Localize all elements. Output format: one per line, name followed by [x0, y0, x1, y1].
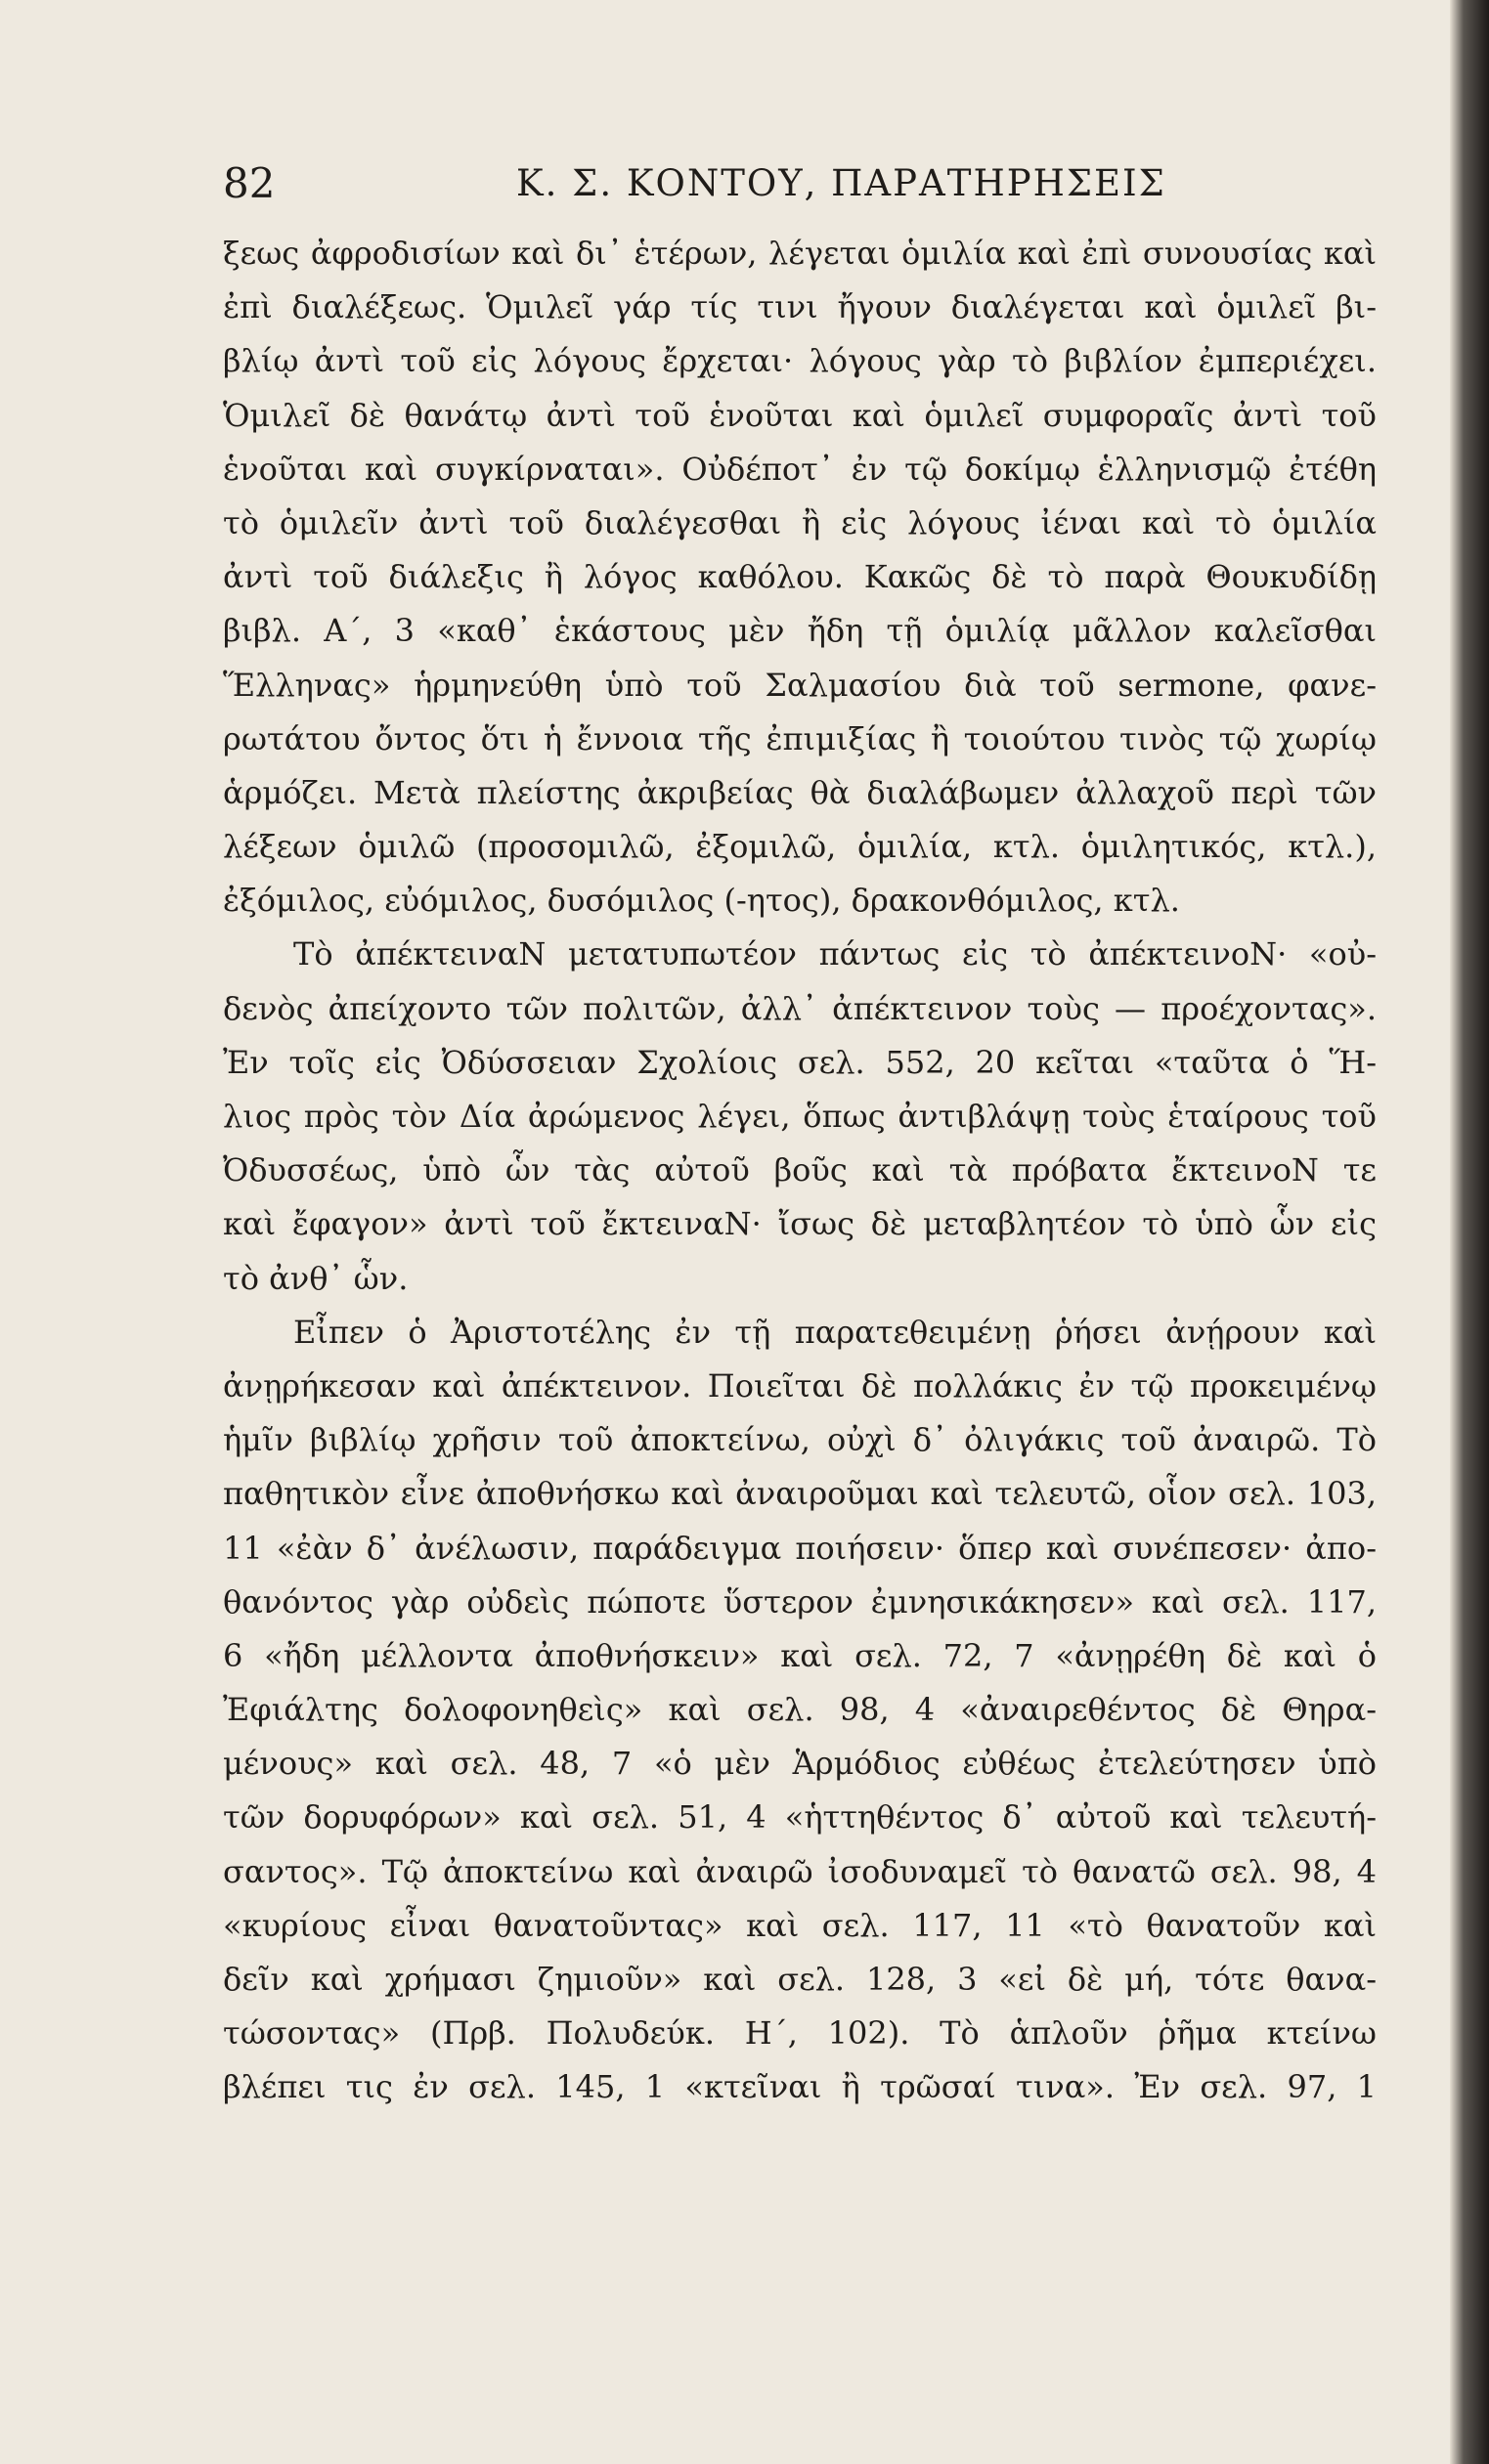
text-line: ἐπὶ διαλέξεως. Ὁμιλεῖ γάρ τίς τινι ἤγουν διαλέγεται καὶ ὁμιλεῖ βι- [223, 288, 1377, 326]
text-line: θανόντος γὰρ οὐδεὶς πώποτε ὕστερον ἐμνησικάκησεν» καὶ σελ. 117, [223, 1582, 1377, 1621]
text-line: ἡμῖν βιβλίῳ χρῆσιν τοῦ ἀποκτείνω, οὐχὶ δ᾽ ὀλιγάκις τοῦ ἀναιρῶ. Τὸ [223, 1421, 1377, 1459]
page-header [223, 154, 1377, 213]
text-line: ἑνοῦται καὶ συγκίρναται». Οὐδέποτ᾽ ἐν τῷ δοκίμῳ ἑλληνισμῷ ἐτέθη [223, 450, 1377, 488]
text-line: Εἶπεν ὁ Ἀριστοτέλης ἐν τῇ παρατεθειμένῃ ῥήσει ἀνῄρουν καὶ [293, 1313, 1377, 1351]
text-line: ρωτάτου ὄντος ὅτι ἡ ἔννοια τῆς ἐπιμιξίας ἢ τοιούτου τινὸς τῷ χωρίῳ [223, 719, 1377, 757]
text-line: τώσοντας» (Πρβ. Πολυδεύκ. Η΄, 102). Τὸ ἁπλοῦν ῥῆμα κτείνω [223, 2014, 1377, 2053]
page-edge-shadow [1450, 0, 1489, 2464]
text-line: 11 «ἐὰν δ᾽ ἀνέλωσιν, παράδειγμα ποιήσειν· ὅπερ καὶ συνέπεσεν· ἀπο- [223, 1529, 1377, 1567]
text-line: Ἕλληνας» ἡρμηνεύθη ὑπὸ τοῦ Σαλμασίου διὰ τοῦ sermone, φανε- [223, 666, 1377, 704]
text-line: τὸ ὁμιλεῖν ἀντὶ τοῦ διαλέγεσθαι ἢ εἰς λόγους ἰέναι καὶ τὸ ὁμιλία [223, 503, 1377, 541]
text-line: Ἐφιάλτης δολοφονηθεὶς» καὶ σελ. 98, 4 «ἀναιρεθέντος δὲ Θηρα- [223, 1691, 1377, 1729]
text-line: τὸ ἀνθ᾽ ὧν. [223, 1259, 409, 1297]
text-line: Ἐν τοῖς εἰς Ὀδύσσειαν Σχολίοις σελ. 552, 20 κεῖται «ταῦτα ὁ Ἥ- [223, 1043, 1377, 1081]
text-line: βλέπει τις ἐν σελ. 145, 1 «κτεῖναι ἢ τρῶσαί τινα». Ἐν σελ. 97, 1 [223, 2068, 1377, 2106]
text-line: βιβλ. Α΄, 3 «καθ᾽ ἑκάστους μὲν ἤδη τῇ ὁμιλίᾳ μᾶλλον καλεῖσθαι [223, 612, 1377, 650]
text-line: ἐξόμιλος, εὐόμιλος, δυσόμιλος (-ητος), δρακονθόμιλος, κτλ. [223, 882, 1180, 920]
text-line: λιος πρὸς τὸν Δία ἀρώμενος λέγει, ὅπως ἀντιβλάψῃ τοὺς ἑταίρους τοῦ [223, 1098, 1377, 1135]
text-line: σαντος». Τῷ ἀποκτείνω καὶ ἀναιρῶ ἰσοδυναμεῖ τὸ θανατῶ σελ. 98, 4 [223, 1852, 1377, 1890]
text-line: Ὁμιλεῖ δὲ θανάτῳ ἀντὶ τοῦ ἑνοῦται καὶ ὁμιλεῖ συμφοραῖς ἀντὶ τοῦ [223, 396, 1377, 434]
text-line: «κυρίους εἶναι θανατοῦντας» καὶ σελ. 117, 11 «τὸ θανατοῦν καὶ [223, 1906, 1377, 1944]
text-line: ἀντὶ τοῦ διάλεξις ἢ λόγος καθόλου. Κακῶς δὲ τὸ παρὰ Θουκυδίδῃ [223, 558, 1377, 596]
text-line: ξεως ἀφροδισίων καὶ δι᾽ ἑτέρων, λέγεται ὁμιλία καὶ ἐπὶ συνουσίας καὶ [223, 235, 1377, 272]
running-head: Κ. Σ. ΚΟΝΤΟΥ, ΠΑΡΑΤΗΡΗΣΕΙΣ [516, 162, 1166, 204]
text-line: ἁρμόζει. Μετὰ πλείστης ἀκριβείας θὰ διαλάβωμεν ἀλλαχοῦ περὶ τῶν [223, 773, 1377, 811]
text-line: Ὀδυσσέως, ὑπὸ ὧν τὰς αὐτοῦ βοῦς καὶ τὰ πρόβατα ἔκτεινοΝ τε [223, 1151, 1377, 1189]
text-line: λέξεων ὁμιλῶ (προσομιλῶ, ἐξομιλῶ, ὁμιλία, κτλ. ὁμιλητικός, κτλ.), [223, 828, 1377, 866]
text-line: δεῖν καὶ χρήμασι ζημιοῦν» καὶ σελ. 128, 3 «εἰ δὲ μή, τότε θανα- [223, 1961, 1377, 1998]
page-number: 82 [223, 159, 276, 207]
text-line: τῶν δορυφόρων» καὶ σελ. 51, 4 «ἡττηθέντος δ᾽ αὐτοῦ καὶ τελευτή- [223, 1798, 1377, 1837]
text-line: δενὸς ἀπείχοντο τῶν πολιτῶν, ἀλλ᾽ ἀπέκτεινον τοὺς — προέχοντας». [223, 989, 1377, 1027]
text-line: βλίῳ ἀντὶ τοῦ εἰς λόγους ἔρχεται· λόγους γὰρ τὸ βιβλίον ἐμπεριέχει. [223, 342, 1377, 380]
text-line: ἀνῃρήκεσαν καὶ ἀπέκτεινον. Ποιεῖται δὲ πολλάκις ἐν τῷ προκειμένῳ [223, 1366, 1377, 1405]
text-line: 6 «ἤδη μέλλοντα ἀποθνήσκειν» καὶ σελ. 72, 7 «ἀνῃρέθη δὲ καὶ ὁ [223, 1636, 1377, 1674]
text-line: μένους» καὶ σελ. 48, 7 «ὁ μὲν Ἁρμόδιος εὐθέως ἐτελεύτησεν ὑπὸ [223, 1745, 1377, 1783]
text-line: καὶ ἔφαγον» ἀντὶ τοῦ ἔκτειναΝ· ἴσως δὲ μεταβλητέον τὸ ὑπὸ ὧν εἰς [223, 1205, 1377, 1243]
body-text [223, 227, 1377, 2115]
text-line: παθητικὸν εἶνε ἀποθνήσκω καὶ ἀναιροῦμαι καὶ τελευτῶ, οἷον σελ. 103, [223, 1475, 1377, 1513]
text-line: Τὸ ἀπέκτειναΝ μετατυπωτέον πάντως εἰς τὸ ἀπέκτεινοΝ· «οὐ- [293, 935, 1377, 973]
